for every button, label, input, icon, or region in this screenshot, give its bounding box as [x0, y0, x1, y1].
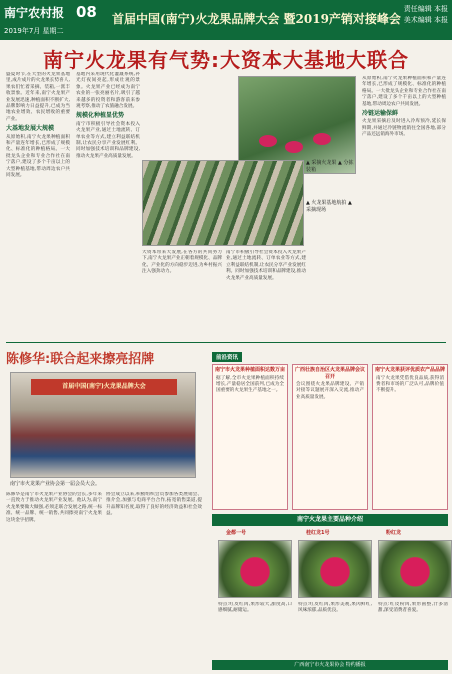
news-body-3: 南宁火龙果凭借优良品质,获得消费者和市场的广泛认可,品牌价值不断提升。 — [376, 375, 444, 394]
article1-column-2 — [76, 72, 140, 336]
article1-text-right-2: 火龙果采摘后及时进入冷库预冷,延长保鲜期,并通过冷链物流销往全国各地,部分产品还远销海外市场。 — [362, 119, 446, 138]
editor-line: 责任编辑 本报 — [403, 5, 448, 13]
article1-text-right: 从原始积,南宁火龙果种植面积和产量连年增长,已形成了规模化、标准化的种植格局。一大批龙头企业和专业合作社在南宁落户,建设了多个千亩以上的大型种植基地,带动周边农户共同发展。 — [362, 76, 446, 107]
article1-text-2: 基地内采用现代化灌溉系统,补光灯夜间亮起,形成壮观的景象。火龙果产业已经成为南宁农业的一张亮丽名片,吸引了越来越多的投资者和游客前来参观考察,推动了农旅融合发展。 — [76, 72, 140, 110]
editor-info — [404, 4, 448, 25]
photo-caption-2: ▲ 火龙果基地航拍 ▲ 采摘现场 — [306, 200, 352, 213]
article1-column-1 — [6, 72, 70, 336]
varieties-banner: 南宁火龙果主要品种介绍 — [212, 514, 448, 526]
variety-name-2: 桂红龙1号 — [306, 530, 330, 536]
page-header — [0, 0, 452, 40]
news-item-3 — [372, 364, 448, 510]
news-section-label: 前沿资讯 — [212, 352, 242, 362]
article1-column-4 — [226, 250, 306, 336]
designer-line: 美术编辑 本报 — [403, 15, 448, 24]
article2-column-2 — [106, 492, 202, 668]
dragon-fruit-icon — [285, 141, 303, 153]
variety-desc-1: 特点:红皮红肉,果形较大,甜度高,口感细腻,耐储运。 — [218, 602, 292, 614]
variety-photo-1 — [218, 540, 292, 598]
news-body-2: 会议围绕火龙果品牌建设、产销对接等议题展开深入交流,推动产业高质量发展。 — [296, 382, 364, 400]
article2-text-2: 协会成立以来,积极组织会员参加各类展销会、推介会,加强与电商平台合作,拓宽销售渠道,提升品牌知名度,取得了良好的经济效益和社会效益。 — [106, 492, 202, 517]
variety-name-3: 粉红龙 — [386, 530, 402, 536]
event-banner: 首届中国(南宁)火龙果品牌大会 暨2019产销对接峰会 — [112, 12, 401, 26]
group-photo — [10, 372, 196, 478]
group-photo-caption: 南宁市火龙果产业协会第一届会员大会。 — [10, 481, 101, 487]
article2-text-1: 陈修华是南宁市火龙果产业协会的会长,多年来一直致力于推动火龙果产业发展。他认为,南宁火龙果要做大做强,必须走联合发展之路,统一标准、统一品牌、统一销售,共同擦亮南宁火龙果这块金字招牌。 — [6, 492, 102, 523]
newspaper-logo: 南宁农村报 — [4, 6, 65, 20]
article1-intro: 盛夏时节,在大型的火龙果基地里,成片成片的火龙果长势喜人,果农们忙着采摘、装箱,一派丰收景象。近年来,南宁火龙果产业发展迅速,种植面积不断扩大,品牌影响力日益提升,已成为当地农业增效、农民增收的重要产业。 — [6, 72, 70, 122]
main-headline: 南宁火龙果有气势:大资本大基地大联合 — [43, 48, 409, 72]
article1-column-right — [362, 76, 446, 336]
article2-column-1 — [6, 492, 102, 668]
aerial-farm-photo — [142, 160, 304, 246]
news-body-1: 据了解,全市火龙果种植面积持续增长,产量稳居全国前列,已成为全国重要的火龙果生产基地之一。 — [216, 375, 284, 394]
news-title-1: 南宁市火龙果种植面积达数万亩 — [215, 367, 286, 373]
variety-photo-2 — [298, 540, 372, 598]
sponsor-footer: 广西南宁市火龙果协会 特约播报 — [212, 660, 448, 670]
news-title-3: 南宁火龙果获评优质农产品品牌 — [375, 367, 446, 373]
section-divider — [6, 342, 446, 343]
variety-desc-2: 特点:红皮红肉,果形美观,果肉鲜红,风味浓郁,品质优良。 — [298, 602, 372, 614]
article1-text-3: 南宁市积极引导社会资本投入火龙果产业,通过土地流转、订单农业等方式,建立利益联结机制,让农民分享产业发展红利。同时加强技术培训和品牌建设,推动火龙果产业高质量发展。 — [76, 121, 140, 159]
article1-text-5: 南宁市积极引导社会资本投入火龙果产业,通过土地流转、订单农业等方式,建立利益联结机制,让农民分享产业发展红利。同时加强技术培训和品牌建设,推动火龙果产业高质量发展。 — [226, 250, 306, 281]
dragon-fruit-icon — [259, 135, 277, 147]
article1-column-3 — [142, 250, 222, 336]
photo-caption: ▲ 采摘火龙果 ▲ 分拣装箱 — [306, 160, 354, 173]
variety-name-1: 金都一号 — [226, 530, 247, 536]
issue-date: 2019年7月 星期二 — [4, 27, 64, 35]
article1-subhead-1: 大基地发展大规模 — [6, 125, 55, 133]
article1-text-4: 大资本带来大发展,在各方的共同努力下,南宁火龙果产业正朝着规模化、品牌化、产业化的方向稳步迈进,为乡村振兴注入强劲动力。 — [142, 250, 222, 275]
article1-subhead-2: 规模化种植显优势 — [76, 112, 125, 120]
event-banner-in-photo: 首届中国(南宁)火龙果品牌大会 — [31, 379, 177, 395]
page-number: 08 — [76, 3, 97, 21]
news-item-1 — [212, 364, 288, 510]
article2-headline: 陈修华:联合起来擦亮招牌 — [6, 352, 155, 367]
variety-photo-3 — [378, 540, 452, 598]
news-title-2: 广西壮族自治区火龙果品牌会议召开 — [295, 367, 366, 380]
dragon-fruit-icon — [313, 133, 331, 145]
article1-text-1: 从原始积,南宁火龙果种植面积和产量连年增长,已形成了规模化、标准化的种植格局。一大批龙头企业和专业合作社在南宁落户,建设了多个千亩以上的大型种植基地,带动周边农户共同发展。 — [6, 134, 70, 179]
news-item-2 — [292, 364, 368, 510]
article1-subhead-right: 冷链运输保鲜 — [362, 110, 399, 118]
variety-desc-3: 特点:红皮粉肉,果形圆整,汁多清甜,深受消费者喜爱。 — [378, 602, 448, 614]
